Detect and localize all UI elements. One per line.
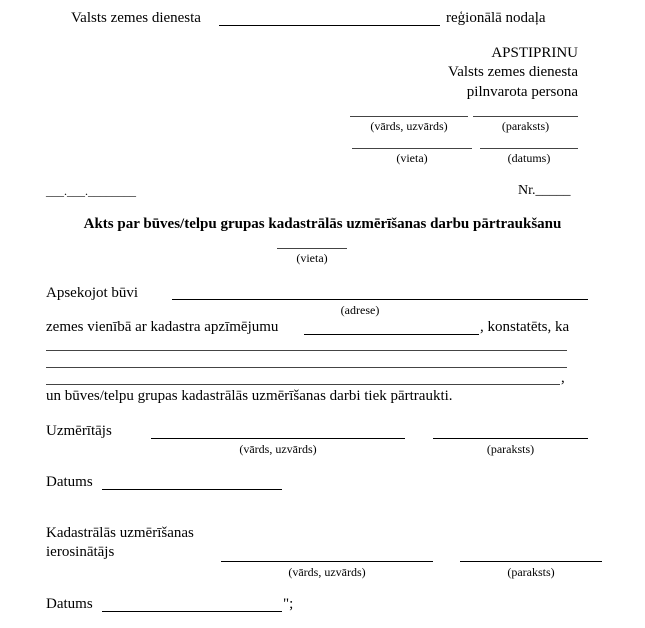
- header-org-prefix: Valsts zemes dienesta: [71, 10, 201, 26]
- document-title: Akts par būves/telpu grupas kadastrālās uzmērīšanas darbu pārtraukšanu: [83, 216, 562, 232]
- initiator-name-line: [221, 561, 433, 562]
- title-place-caption: (vieta): [296, 251, 328, 265]
- address-caption: (adrese): [340, 303, 380, 317]
- finding-comma: ,: [561, 370, 565, 386]
- approval-date-caption: (datums): [507, 151, 551, 165]
- document-date-blank: ___.___.________: [46, 184, 136, 198]
- approval-name-caption: (vārds, uzvārds): [370, 119, 448, 133]
- inspect-label: Apsekojot būvi: [46, 285, 139, 301]
- established-label: , konstatēts, ka: [480, 319, 570, 335]
- address-line: [172, 299, 588, 300]
- date1-line: [102, 489, 282, 490]
- surveyor-name-line: [151, 438, 405, 439]
- land-unit-label: zemes vienībā ar kadastra apzīmējumu: [46, 319, 279, 335]
- surveyor-label: Uzmērītājs: [46, 423, 112, 439]
- initiator-label-line1: Kadastrālās uzmērīšanas: [46, 525, 194, 541]
- date2-label: Datums: [46, 596, 93, 612]
- date2-line: [102, 611, 282, 612]
- finding-line-2: [46, 367, 567, 368]
- cadastre-number-line: [304, 334, 479, 335]
- date1-label: Datums: [46, 474, 93, 490]
- approval-title: APSTIPRINU: [491, 45, 578, 61]
- initiator-name-caption: (vārds, uzvārds): [288, 565, 366, 579]
- date2-suffix: ";: [283, 596, 294, 612]
- initiator-signature-line: [460, 561, 602, 562]
- finding-line-3: [46, 384, 560, 385]
- initiator-label-line2: ierosinātājs: [46, 544, 115, 560]
- approval-person: pilnvarota persona: [466, 84, 578, 100]
- surveyor-name-caption: (vārds, uzvārds): [239, 442, 317, 456]
- approval-signature-line: [473, 116, 578, 117]
- approval-date-line: [480, 148, 578, 149]
- header-org-suffix: reģionālā nodaļa: [446, 10, 546, 26]
- finding-line-1: [46, 350, 567, 351]
- conclusion-text: un būves/telpu grupas kadastrālās uzmērīšanas darbi tiek pārtraukti.: [46, 388, 453, 404]
- title-place-line: [277, 248, 347, 249]
- surveyor-signature-line: [433, 438, 588, 439]
- approval-signature-caption: (paraksts): [501, 119, 550, 133]
- initiator-signature-caption: (paraksts): [507, 565, 555, 579]
- surveyor-signature-caption: (paraksts): [486, 442, 535, 456]
- approval-org: Valsts zemes dienesta: [448, 64, 578, 80]
- document-number: Nr._____: [518, 183, 571, 198]
- approval-place-line: [352, 148, 472, 149]
- header-org-line: [219, 25, 440, 26]
- approval-name-line: [350, 116, 468, 117]
- approval-place-caption: (vieta): [396, 151, 428, 165]
